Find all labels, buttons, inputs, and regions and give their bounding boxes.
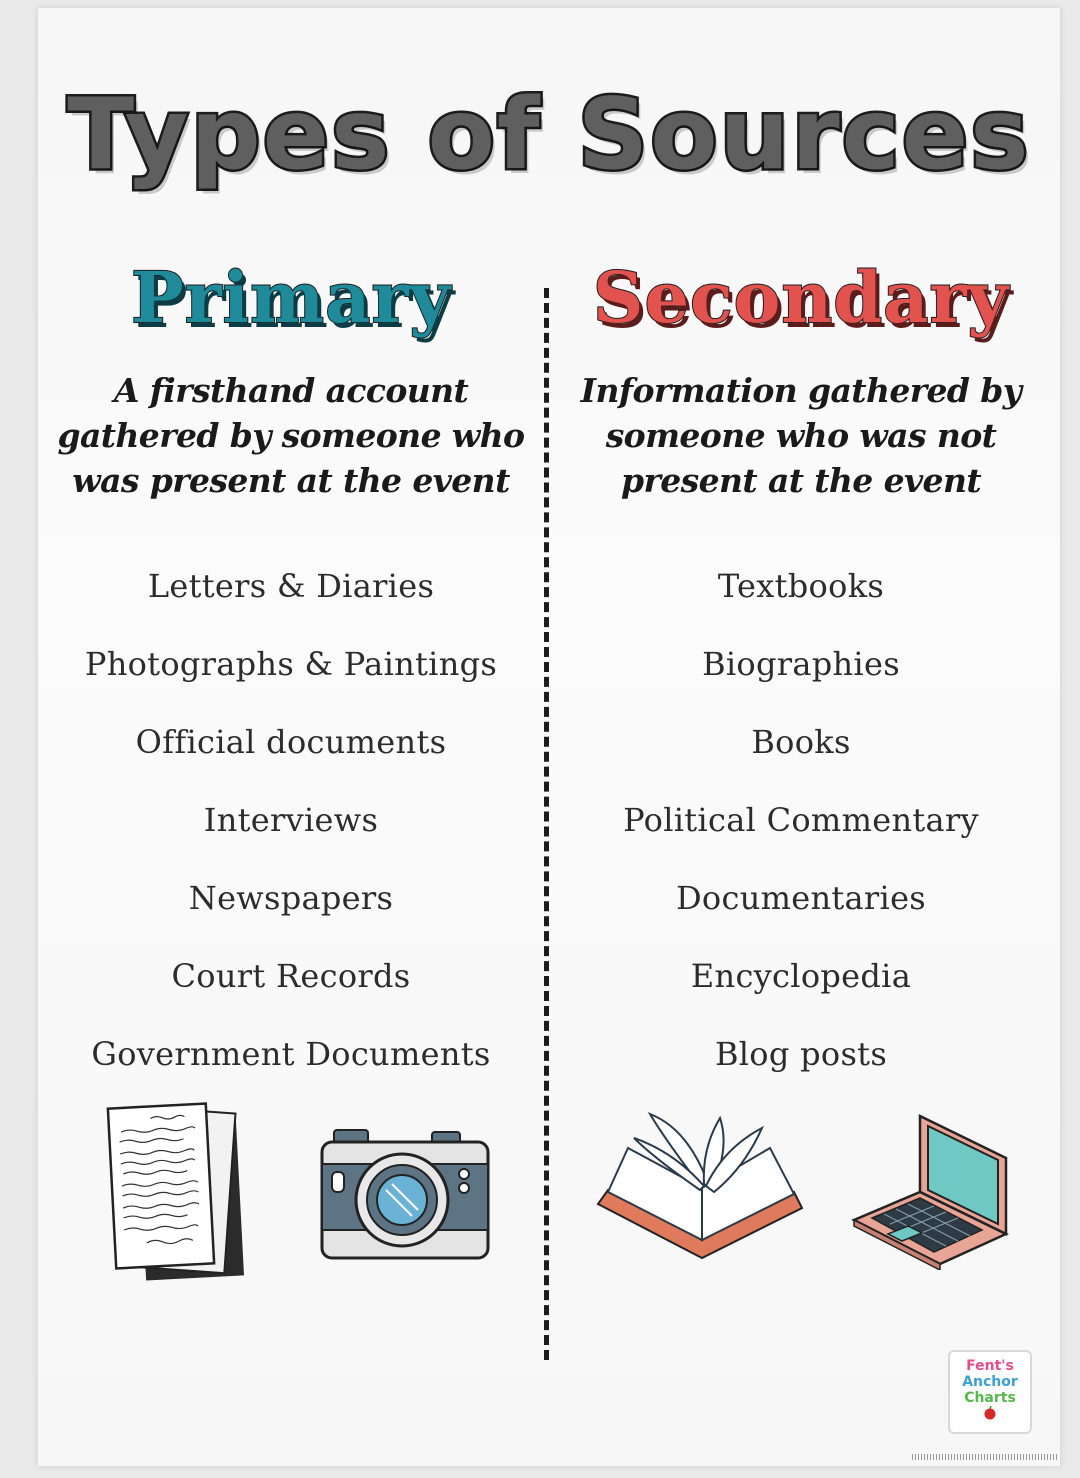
list-item: Official documents — [135, 723, 447, 761]
primary-column — [46, 256, 536, 1093]
secondary-definition — [556, 368, 1046, 503]
logo-line: Anchor — [962, 1374, 1018, 1390]
handwritten-document-icon — [104, 1100, 244, 1282]
list-item: Books — [751, 723, 851, 761]
dashed-divider — [544, 288, 549, 1360]
list-item: Textbooks — [717, 567, 885, 605]
primary-definition-line: A firsthand account — [113, 371, 469, 410]
list-item: Documentaries — [675, 879, 927, 917]
list-item: Interviews — [203, 801, 379, 839]
camera-icon — [318, 1128, 492, 1264]
secondary-list — [556, 547, 1046, 1093]
logo-line: Charts — [964, 1390, 1016, 1406]
page-title: Types of Sources — [67, 78, 1031, 192]
list-item: Newspapers — [188, 879, 394, 917]
secondary-heading: Secondary — [592, 256, 1010, 339]
list-item: Biographies — [702, 645, 900, 683]
list-item: Court Records — [171, 957, 411, 995]
barcode — [912, 1454, 1058, 1460]
primary-definition-line: was present at the event — [72, 461, 510, 500]
list-item: Government Documents — [91, 1035, 491, 1073]
logo-line: Fent's — [966, 1358, 1014, 1374]
secondary-definition-line: present at the event — [621, 461, 981, 500]
primary-definition-line: gathered by someone who — [57, 416, 525, 455]
list-item: Encyclopedia — [690, 957, 912, 995]
secondary-column — [556, 256, 1046, 1093]
list-item: Blog posts — [714, 1035, 888, 1073]
poster — [38, 8, 1060, 1466]
primary-list — [46, 547, 536, 1093]
open-book-icon — [594, 1108, 806, 1268]
primary-definition — [46, 368, 536, 503]
primary-heading: Primary — [130, 256, 452, 339]
list-item: Photographs & Paintings — [84, 645, 498, 683]
laptop-icon — [850, 1106, 1012, 1270]
list-item: Political Commentary — [623, 801, 979, 839]
list-item: Letters & Diaries — [147, 567, 435, 605]
brand-logo — [948, 1350, 1032, 1434]
secondary-definition-line: someone who was not — [605, 416, 997, 455]
secondary-definition-line: Information gathered by — [580, 371, 1022, 410]
apple-icon — [983, 1406, 997, 1420]
